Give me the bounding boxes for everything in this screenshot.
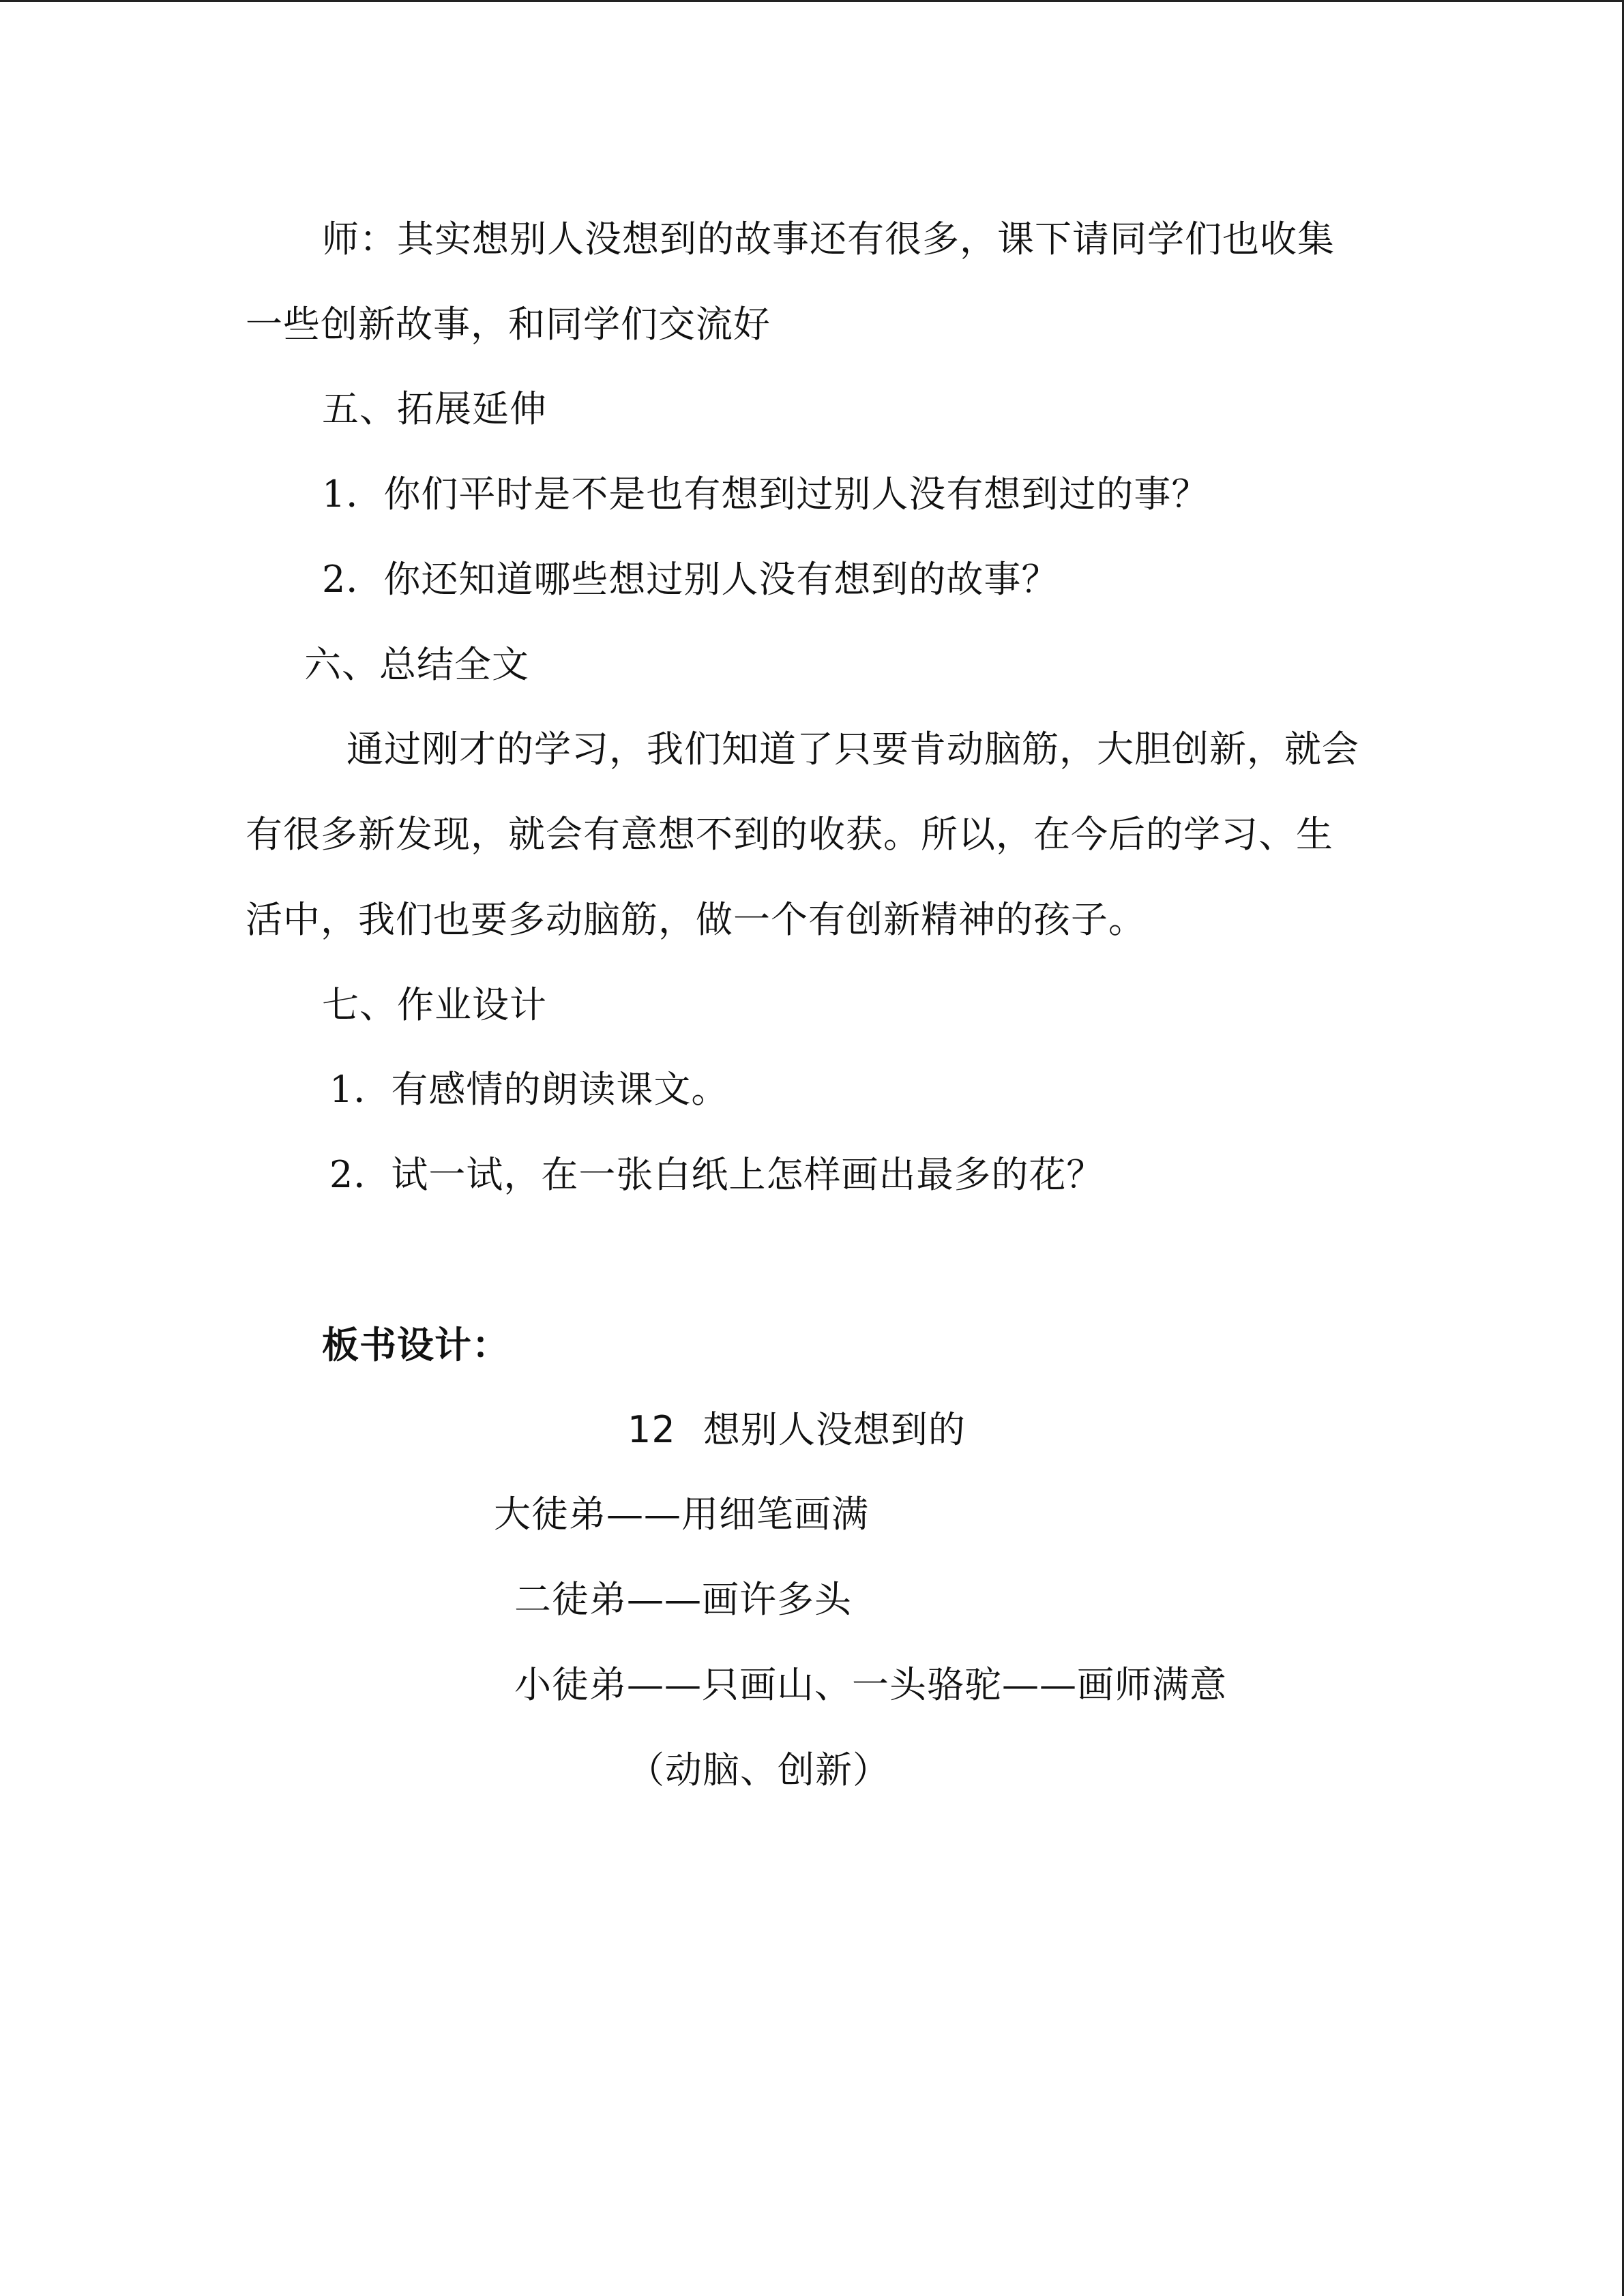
board-line: 小徒弟——只画山、一头骆驼——画师满意 [514, 1663, 1227, 1706]
board-title [628, 1406, 966, 1454]
list-item: 1．你们平时是不是也有想到过别人没有想到过的事？ [322, 473, 1209, 516]
board-design-heading: 板书设计： [322, 1323, 510, 1367]
board-title-text: 想别人没想到的 [703, 1408, 966, 1451]
section-heading: 七、作业设计 [322, 983, 547, 1026]
page-top-border [0, 0, 1624, 2]
board-title-number: 12 [628, 1408, 676, 1451]
list-item: 2．你还知道哪些想过别人没有想到的故事？ [322, 558, 1059, 601]
board-line: 大徒弟——用细笔画满 [494, 1493, 869, 1536]
board-line: 二徒弟——画许多头 [514, 1578, 852, 1621]
section-heading: 五、拓展延伸 [322, 387, 547, 430]
paragraph-line: 师：其实想别人没想到的故事还有很多，课下请同学们也收集 [322, 218, 1335, 260]
paragraph-line: 一些创新故事，和同学们交流好 [246, 303, 771, 346]
list-item: 2．试一试，在一张白纸上怎样画出最多的花？ [329, 1153, 1104, 1196]
section-heading: 六、总结全文 [304, 643, 529, 686]
paragraph-line: 活中，我们也要多动脑筋，做一个有创新精神的孩子。 [246, 898, 1146, 941]
list-item: 1．有感情的朗读课文。 [329, 1068, 729, 1111]
paragraph-line: 通过刚才的学习，我们知道了只要肯动脑筋，大胆创新，就会 [346, 728, 1359, 771]
board-line: （动脑、创新） [628, 1748, 890, 1791]
paragraph-line: 有很多新发现，就会有意想不到的收获。所以，在今后的学习、生 [246, 813, 1333, 856]
